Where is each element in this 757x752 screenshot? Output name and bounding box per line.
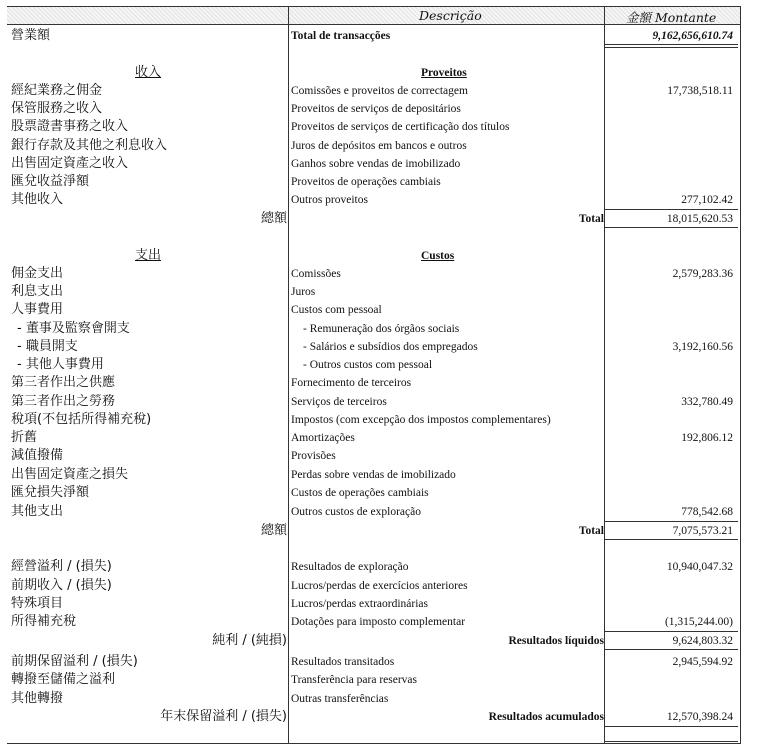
income-total-label-pt: Total <box>578 213 604 225</box>
financial-statement <box>7 6 741 744</box>
column-divider <box>288 6 289 744</box>
income-label-pt: Comissões e proveitos de correctagem <box>291 85 468 97</box>
underline <box>605 649 738 650</box>
expense-label-pt: Amortizações <box>291 432 355 444</box>
underline <box>605 47 738 48</box>
result-label-zh: 所得補充稅 <box>11 614 77 629</box>
turnover-label-zh: 營業額 <box>11 28 51 43</box>
expense-label-zh: 其他支出 <box>11 504 64 519</box>
income-label-pt: Proveitos de serviços de depositários <box>291 103 461 115</box>
expense-label-zh: 利息支出 <box>11 284 64 299</box>
expense-label-pt: Juros <box>291 286 316 298</box>
turnover-amount: 9,162,656,610.74 <box>652 30 733 42</box>
result-label-zh: 前期保留溢利 / (損失) <box>11 654 138 669</box>
table-bottom-border <box>7 743 741 744</box>
underline <box>605 44 738 45</box>
income-label-pt: Proveitos de serviços de certificação dos títulos <box>291 121 510 133</box>
net-result-label-zh: 純利 / (純損) <box>212 633 287 648</box>
expense-label-zh: 人事費用 <box>11 302 64 317</box>
income-label-pt: Proveitos de operações cambiais <box>291 176 441 188</box>
header-descricao: Descrição <box>419 8 482 23</box>
expenses-title-pt: Custos <box>421 250 455 262</box>
net-result-amount: 9,624,803.32 <box>672 635 733 647</box>
expense-amount: 332,780.49 <box>681 396 733 408</box>
expense-label-pt: Impostos (com excepção dos impostos complementares) <box>291 414 551 426</box>
expenses-title-zh: 支出 <box>135 248 162 263</box>
expense-label-zh: 第三者作出之供應 <box>11 375 116 390</box>
expense-label-zh: - 其他人事費用 <box>17 357 104 372</box>
result-label-pt: Dotações para imposto complementar <box>291 616 466 628</box>
expense-label-zh: 出售固定資產之損失 <box>11 467 129 482</box>
result-amount: 10,940,047.32 <box>666 561 733 573</box>
income-title-pt: Proveitos <box>421 67 467 79</box>
underline <box>605 726 738 727</box>
income-label-pt: Ganhos sobre vendas de imobilizado <box>291 158 461 170</box>
expense-label-pt: Perdas sobre vendas de imobilizado <box>291 469 456 481</box>
expense-label-zh: 佣金支出 <box>11 266 64 281</box>
income-total-amount: 18,015,620.53 <box>666 213 733 225</box>
expenses-total-label-pt: Total <box>578 525 604 537</box>
result-amount: (1,315,244.00) <box>664 616 733 628</box>
result-label-zh: 經營溢利 / (損失) <box>11 559 112 574</box>
turnover-label-pt: Total de transacções <box>291 30 391 42</box>
expense-label-pt: Provisões <box>291 450 336 462</box>
income-label-pt: Juros de depósitos em bancos e outros <box>291 140 467 152</box>
accumulated-result-amount: 12,570,398.24 <box>666 711 733 723</box>
underline <box>605 539 738 540</box>
expense-label-pt: Custos de operações cambiais <box>291 487 429 499</box>
expense-amount: 2,579,283.36 <box>672 268 733 280</box>
result-label-zh: 前期收入 / (損失) <box>11 578 112 593</box>
income-title-zh: 收入 <box>135 65 162 80</box>
underline <box>605 227 738 228</box>
expense-label-zh: - 職員開支 <box>17 339 78 354</box>
income-label-zh: 股票證書事務之收入 <box>11 119 129 134</box>
income-label-zh: 匯兌收益淨額 <box>11 174 90 189</box>
table-header <box>7 6 741 25</box>
income-label-zh: 保管服務之收入 <box>11 101 103 116</box>
expense-label-pt: Outros custos de exploração <box>291 506 421 518</box>
expense-amount: 3,192,160.56 <box>672 341 733 353</box>
result-label-pt: Lucros/perdas de exercícios anteriores <box>291 580 468 592</box>
income-total-label-zh: 總額 <box>260 211 287 226</box>
expense-label-pt: - Outros custos com pessoal <box>303 359 433 371</box>
result-label-pt: Resultados de exploração <box>291 561 409 573</box>
header-montante: 金額 Montante <box>626 10 717 25</box>
accumulated-result-label-pt: Resultados acumulados <box>488 711 604 723</box>
result-label-pt: Outras transferências <box>291 693 389 705</box>
expenses-total-label-zh: 總額 <box>260 523 287 538</box>
expenses-total-amount: 7,075,573.21 <box>672 525 733 537</box>
result-amount: 2,945,594.92 <box>672 656 733 668</box>
expense-amount: 192,806.12 <box>681 432 733 444</box>
income-label-zh: 出售固定資產之收入 <box>11 156 129 171</box>
column-divider <box>604 6 605 744</box>
expense-label-zh: 減值撥備 <box>11 448 64 463</box>
expense-amount: 778,542.68 <box>681 506 733 518</box>
expense-label-zh: 匯兌損失淨額 <box>11 485 90 500</box>
expense-label-zh: 稅項(不包括所得補充稅) <box>11 412 152 427</box>
expense-label-pt: - Salários e subsídios dos empregados <box>303 341 478 353</box>
expense-label-pt: Comissões <box>291 268 341 280</box>
income-label-zh: 經紀業務之佣金 <box>11 83 103 98</box>
expense-label-pt: Custos com pessoal <box>291 304 382 316</box>
result-label-zh: 轉撥至儲備之溢利 <box>11 672 116 687</box>
result-label-zh: 其他轉撥 <box>11 691 64 706</box>
income-amount: 17,738,518.11 <box>667 85 733 97</box>
result-label-pt: Lucros/perdas extraordinárias <box>291 598 428 610</box>
expense-label-pt: Fornecimento de terceiros <box>291 377 412 389</box>
result-label-pt: Transferência para reservas <box>291 674 418 686</box>
result-label-zh: 特殊項目 <box>11 596 64 611</box>
expense-label-zh: - 董事及監察會開支 <box>17 321 130 336</box>
expense-label-zh: 折舊 <box>11 430 38 445</box>
expense-label-zh: 第三者作出之勞務 <box>11 394 116 409</box>
income-label-pt: Outros proveitos <box>291 194 368 206</box>
underline <box>605 741 738 742</box>
result-label-pt: Resultados transitados <box>291 656 395 668</box>
income-amount: 277,102.42 <box>681 194 733 206</box>
column-divider <box>740 6 741 744</box>
expense-label-pt: Serviços de terceiros <box>291 396 387 408</box>
accumulated-result-label-zh: 年末保留溢利 / (損失) <box>160 709 287 724</box>
income-label-zh: 其他收入 <box>11 192 64 207</box>
income-label-zh: 銀行存款及其他之利息收入 <box>11 138 168 153</box>
expense-label-pt: - Remuneração dos órgãos sociais <box>303 323 460 335</box>
net-result-label-pt: Resultados líquidos <box>508 635 604 647</box>
